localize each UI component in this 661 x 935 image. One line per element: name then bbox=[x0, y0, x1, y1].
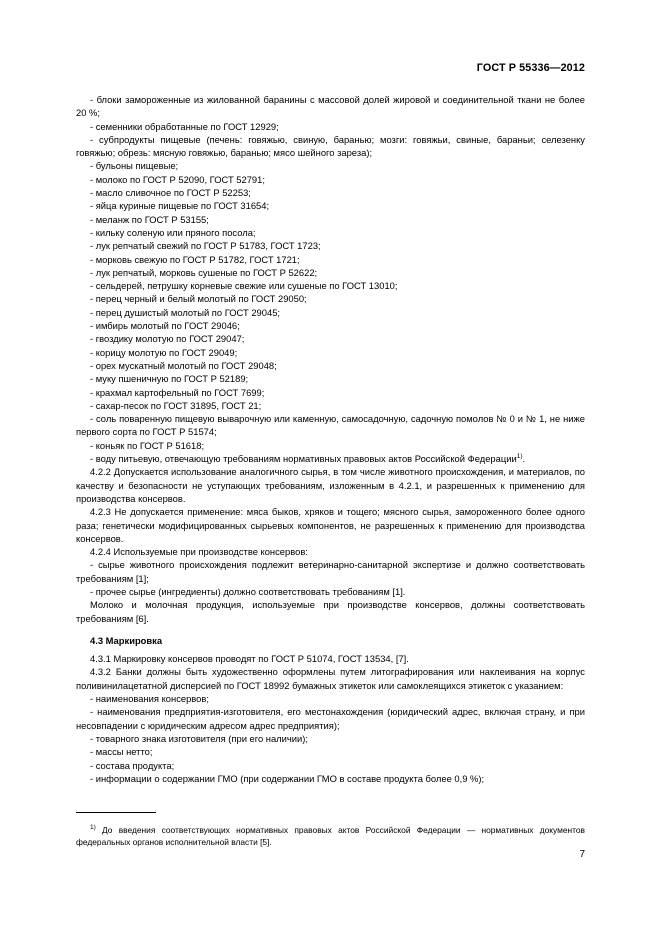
list-item: - лук репчатый свежий по ГОСТ Р 51783, ГОСТ 1723; bbox=[90, 240, 321, 252]
list-item: - яйца куриные пищевые по ГОСТ 31654; bbox=[90, 200, 270, 212]
footnote-divider bbox=[76, 812, 156, 813]
list-item: - информации о содержании ГМО (при содержании ГМО в составе продукта более 0,9 %); bbox=[90, 772, 485, 784]
list-item: - перец черный и белый молотый по ГОСТ 29050; bbox=[90, 293, 307, 305]
list-item: - крахмал картофельный по ГОСТ 7699; bbox=[90, 386, 265, 398]
milk-paragraph: Молоко и молочная продукция, используемые при производстве консервов, должны соответствовать требованиям [6]. bbox=[76, 599, 585, 624]
list-item: - семенники обработанные по ГОСТ 12929; bbox=[90, 120, 279, 132]
list-item: - муку пшеничную по ГОСТ Р 52189; bbox=[90, 373, 249, 385]
page-number: 7 bbox=[579, 849, 585, 860]
list-item: - коньяк по ГОСТ Р 51618; bbox=[90, 439, 205, 451]
water-text: - воду питьевую, отвечающую требованиям нормативных правовых актов Российской Федерации bbox=[90, 453, 517, 465]
clause-4-2-4: 4.2.4 Используемые при производстве консервов: bbox=[90, 546, 308, 558]
list-item: - прочее сырье (ингредиенты) должно соответствовать требованиям [1]. bbox=[90, 585, 406, 597]
list-item: - наименования консервов; bbox=[90, 693, 209, 705]
standard-code: ГОСТ Р 55336—2012 bbox=[476, 62, 585, 74]
list-item: - бульоны пищевые; bbox=[90, 160, 179, 172]
clause-4-3-1: 4.3.1 Маркировку консервов проводят по ГОСТ Р 51074, ГОСТ 13534, [7]. bbox=[90, 653, 409, 665]
list-item: - соль поваренную пищевую выварочную или каменную, самосадочную, садочную помолов № 0 и № 1, не ниже первого сорта по ГОСТ Р 51574; bbox=[76, 413, 585, 438]
ingredient-list bbox=[76, 93, 585, 465]
list-item: - орех мускатный молотый по ГОСТ 29048; bbox=[90, 359, 277, 371]
list-item: - морковь свежую по ГОСТ Р 51782, ГОСТ 1721; bbox=[90, 253, 300, 265]
footnote bbox=[76, 825, 585, 848]
water-tail: . bbox=[522, 453, 526, 465]
footnote-reference: 1) bbox=[516, 452, 523, 460]
list-item: - гвоздику молотую по ГОСТ 29047; bbox=[90, 333, 245, 345]
section-heading: 4.3 Маркировка bbox=[90, 634, 163, 646]
list-item: - перец душистый молотый по ГОСТ 29045; bbox=[90, 306, 281, 318]
list-item: - наименования предприятия-изготовителя, его местонахождения (юридический адрес, включая страну, и при несовпадении с юридическим адресом адрес предприятия); bbox=[76, 706, 585, 731]
list-item: - блоки замороженные из жилованной баранины с массовой долей жировой и соединительной ткани не более 20 %; bbox=[76, 94, 585, 119]
list-item: - имбирь молотый по ГОСТ 29046; bbox=[90, 320, 240, 332]
list-item: - субпродукты пищевые (печень: говяжью, свиную, баранью; мозги: говяжьи, свиные, бараньи; селезенку говяжью; обрезь: мясную говяжью, баранью; мясо шейного зареза); bbox=[76, 133, 585, 159]
clause-4-2-3: 4.2.3 Не допускается применение: мяса быков, хряков и тощего; мясного сырья, замороженного более одного раза; генетически модифицированных сырьевых компонентов, не разрешенных к применению для производства консервов. bbox=[76, 506, 585, 544]
footnote-mark: 1) bbox=[90, 824, 96, 832]
list-item: - сахар-песок по ГОСТ 31895, ГОСТ 21; bbox=[90, 399, 262, 411]
clause-4-2-2: 4.2.2 Допускается использование аналогичного сырья, в том числе животного происхождения, и материалов, по качеству и безопасности не уступающих требованиям, изложенным в 4.2.1, и разрешенных к применению для производства консервов. bbox=[76, 466, 585, 504]
body-text bbox=[76, 93, 585, 785]
list-item: - лук репчатый, морковь сушеные по ГОСТ Р 52622; bbox=[90, 266, 318, 278]
list-item: - кильку соленую или пряного посола; bbox=[90, 226, 256, 238]
list-item: - сельдерей, петрушку корневые свежие или сушеные по ГОСТ 13010; bbox=[90, 280, 398, 292]
list-item: - состава продукта; bbox=[90, 759, 175, 771]
list-item: - сырье животного происхождения подлежит ветеринарно-санитарной экспертизе и должно соответствовать требованиям [1]; bbox=[76, 559, 585, 584]
list-item: - массы нетто; bbox=[90, 746, 153, 758]
label-info-list bbox=[76, 692, 585, 785]
list-item: - масло сливочное по ГОСТ Р 52253; bbox=[90, 187, 251, 199]
list-item: - меланж по ГОСТ Р 53155; bbox=[90, 213, 209, 225]
list-item-water bbox=[76, 452, 585, 465]
list-item: - молоко по ГОСТ Р 52090, ГОСТ 52791; bbox=[90, 173, 265, 185]
list-item: - товарного знака изготовителя (при его наличии); bbox=[90, 732, 308, 744]
footnote-text: До введения соответствующих нормативных правовых актов Российской Федерации — нормативных документов федеральных органов исполнительной власти [5]. bbox=[76, 825, 585, 847]
clause-4-3-2: 4.3.2 Банки должны быть художественно оформлены путем литографирования или наклеивания на корпус поливинилацетатной дисперсией по ГОСТ 18992 бумажных этикеток или самоклеящихся этикеток с указанием: bbox=[76, 666, 585, 691]
list-item: - корицу молотую по ГОСТ 29049; bbox=[90, 346, 238, 358]
